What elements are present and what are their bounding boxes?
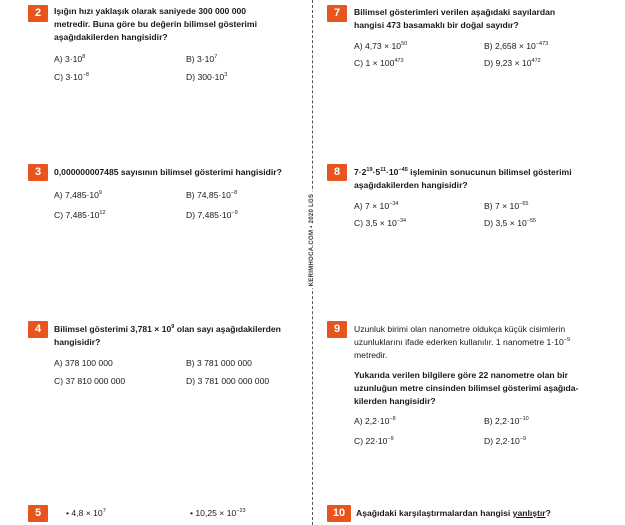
option-d[interactable]: D) 3 781 000 000 000 <box>186 376 270 386</box>
option-c[interactable]: C) $1 \times 100^{473}$ <box>354 58 404 68</box>
question-number-badge: 3 <box>28 164 48 181</box>
option-d[interactable]: D) $9,23 \times 10^{472}$ <box>484 58 541 68</box>
question-7-text: Bilimsel gösterimleri verilen aşağıdaki sayılardan hangisi 473 basamaklı bir doğal sayıdır? <box>354 7 556 30</box>
question-number-badge: 8 <box>327 164 347 181</box>
option-c[interactable]: C) 37 810 000 000 <box>54 376 126 386</box>
question-number-badge: 7 <box>327 5 347 22</box>
option-b[interactable]: B) $74,85\cdot 10^{-8}$ <box>186 190 238 200</box>
option-b[interactable]: B) $2,2\cdot 10^{-10}$ <box>484 416 529 426</box>
option-b[interactable]: B) $3\cdot 10^7$ <box>186 54 218 64</box>
question-number-badge: 2 <box>28 5 48 22</box>
option-d[interactable]: D) $7,485\cdot 10^{-9}$ <box>186 210 238 220</box>
sidebar-watermark <box>306 185 318 295</box>
option-b[interactable]: B) $7 \times 10^{-65}$ <box>484 201 529 211</box>
question-number-badge: 10 <box>327 505 351 522</box>
option-b[interactable]: B) 3 781 000 000 <box>186 358 252 368</box>
question-number-badge: 9 <box>327 321 347 338</box>
question-9-intro: Uzunluk birimi olan nanometre oldukça küçük cisimlerin uzunluklarını ifade ederken kullanılır. 1 nanometre $1\cdot 10^{-9}$ metredir. <box>354 324 571 360</box>
question-9-text: Yukarıda verilen bilgilere göre 22 nanometre olan bir uzunluğun metre cinsinden bilimsel gösterimi aşağıda- kilerden hangisidir? <box>354 370 579 406</box>
q5-item-1: • $4,8 \times 10^7$ <box>66 508 106 518</box>
question-number-badge: 4 <box>28 321 48 338</box>
sidebar-text: KERIMHOCA.COM • 2020 LGS <box>309 193 315 287</box>
option-d[interactable]: D) $2,2\cdot 10^{-9}$ <box>484 436 527 446</box>
option-c[interactable]: C) $22\cdot 10^{-9}$ <box>354 436 394 446</box>
option-a[interactable]: A) $2,2\cdot 10^{-8}$ <box>354 416 396 426</box>
option-d[interactable]: D) $3,5 \times 10^{-55}$ <box>484 218 537 228</box>
option-a[interactable]: A) $7,485\cdot 10^9$ <box>54 190 102 200</box>
q5-item-2: • $10,25 \times 10^{-23}$ <box>190 508 246 518</box>
option-d[interactable]: D) $300\cdot 10^3$ <box>186 72 228 82</box>
question-number-badge: 5 <box>28 505 48 522</box>
option-a[interactable]: A) $3\cdot 10^8$ <box>54 54 86 64</box>
question-2-text: Işığın hızı yaklaşık olarak saniyede 300 000 000 metredir. Buna göre bu değerin bilimsel gösterimi aşağıdakilerden hangisidir? <box>54 6 257 42</box>
question-8-text: $7\cdot 2^{19}\cdot 5^{11}\cdot 10^{-45}$ işleminin sonucunun bilimsel gösterimi aşağıdakilerden hangisidir? <box>354 167 572 190</box>
option-a[interactable]: A) $4,73 \times 10^{50}$ <box>354 41 408 51</box>
option-c[interactable]: C) $3\cdot 10^{-8}$ <box>54 72 89 82</box>
question-3-text: 0,000000007485 sayısının bilimsel gösterimi hangisidir? <box>54 167 282 177</box>
option-a[interactable]: A) $7 \times 10^{-34}$ <box>354 201 399 211</box>
question-10-text: Aşağıdaki karşılaştırmalardan hangisi yanlıştır? <box>356 508 551 518</box>
option-a[interactable]: A) 378 100 000 <box>54 358 113 368</box>
option-c[interactable]: C) $7,485\cdot 10^{12}$ <box>54 210 106 220</box>
question-4-text: Bilimsel gösterimi $3,781 \times 10^9$ olan sayı aşağıdakilerden hangisidir? <box>54 324 281 347</box>
option-b[interactable]: B) $2,658 \times 10^{-473}$ <box>484 41 549 51</box>
option-c[interactable]: C) $3,5 \times 10^{-34}$ <box>354 218 407 228</box>
